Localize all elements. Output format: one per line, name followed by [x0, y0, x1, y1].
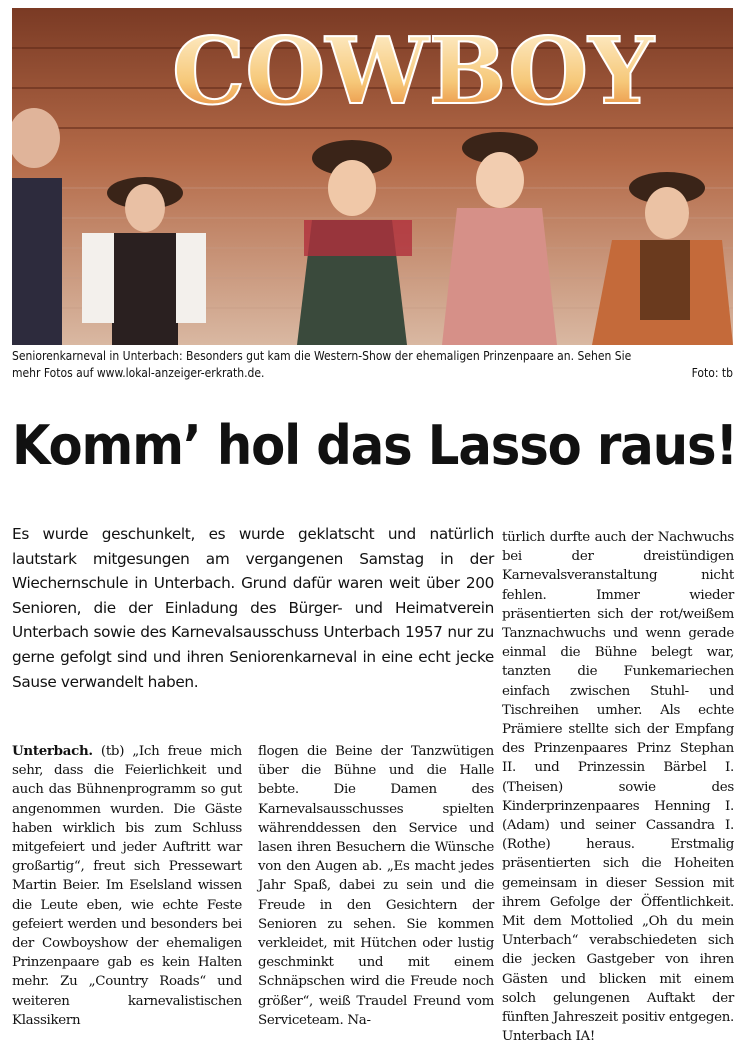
- svg-text:COWBOY: COWBOY: [172, 17, 654, 125]
- article-headline: Komm’ hol das Lasso raus!: [12, 414, 738, 477]
- article-lead: Es wurde geschunkelt, es wurde geklatscht und natürlich lautstark mitgesungen am vergangenen Samstag in der Wiechernschule in Unterbach. Grund dafür waren weit über 200 Senioren, die der Einladung des Bürger- und Heimatverein Unterbach sowie des Karnevalsausschuss Unterbach 1957 nur zu gerne gefolgt sind und ihren Seniorenkarneval in eine echt jecke Sause verwandelt haben.: [12, 525, 494, 691]
- caption-link-text: mehr Fotos auf www.lokal-anzeiger-erkrath.de.: [12, 366, 265, 380]
- caption-line-2: [12, 365, 733, 382]
- western-show-photo-icon: [12, 8, 733, 345]
- article-photo: [12, 8, 733, 345]
- body-column-1-text: (tb) „Ich freue mich sehr, dass die Feierlichkeit und auch das Bühnenprogramm so gut angenommen wurden. Die Gäste haben wirklich bis zum Schluss mitgefeiert und jeder Auftritt war großartig“, freut sich Pressewart Martin Beier. Im Eselsland wissen die Leute eben, wie echte Feste gefeiert werden und besonders bei der Cowboyshow der ehemaligen Prinzenpaare gab es kein Halten mehr. Zu „Country Roads“ und weiteren karnevalistischen Klassikern: [12, 744, 242, 1028]
- photo-caption: [12, 348, 733, 382]
- body-column-2: flogen die Beine der Tanzwütigen über die Bühne und die Halle bebte. Die Damen des Karnevalsausschusses spielten währenddessen den Service und lasen ihren Besuchern die Wünsche von den Augen ab. „Es macht jedes Jahr Spaß, dabei zu sein und die Freude in den Gesichtern der Senioren zu sehen. Sie kommen verkleidet, mit Hütchen oder lustig geschminkt und mit einem Schnäpschen wird die Freude noch größer“, weiß Traudel Freund vom Serviceteam. Na-: [258, 744, 494, 1028]
- body-column-3: türlich durfte auch der Nachwuchs bei der dreistündigen Karnevalsveranstaltung nicht fehlen. Immer wieder präsentierten sich der rot/weißem Tanznachwuchs und wenn gerade einmal die Bühne belegt war, tanzten die Funkemariechen einfach zwischen Stuhl- und Tischreihen umher. Als echte Prämiere stellte sich der Empfang des Prinzenpaares Prinz Stephan II. und Prinzessin Bärbel I. (Theisen) sowie des Kinderprinzenpaares Henning I. (Adam) und seiner Cassandra I. (Rothe) heraus. Erstmalig präsentierten sich die Hoheiten gemeinsam in dieser Session mit ihrem Gefolge der Öffentlichkeit. Mit dem Mottolied „Oh du mein Unterbach“ verabschiedeten sich die jecken Gastgeber von ihren Gästen und blicken mit einem solch gelungenen Auftakt der fünften Jahreszeit positiv entgegen. Unterbach IA!: [502, 530, 734, 1045]
- photo-credit: Foto: tb: [691, 366, 733, 380]
- body-column-1: [12, 742, 242, 1030]
- dateline: Unterbach.: [12, 743, 93, 759]
- caption-line-1: Seniorenkarneval in Unterbach: Besonders gut kam die Western-Show der ehemaligen Prinzenpaare an. Sehen Sie: [12, 349, 632, 363]
